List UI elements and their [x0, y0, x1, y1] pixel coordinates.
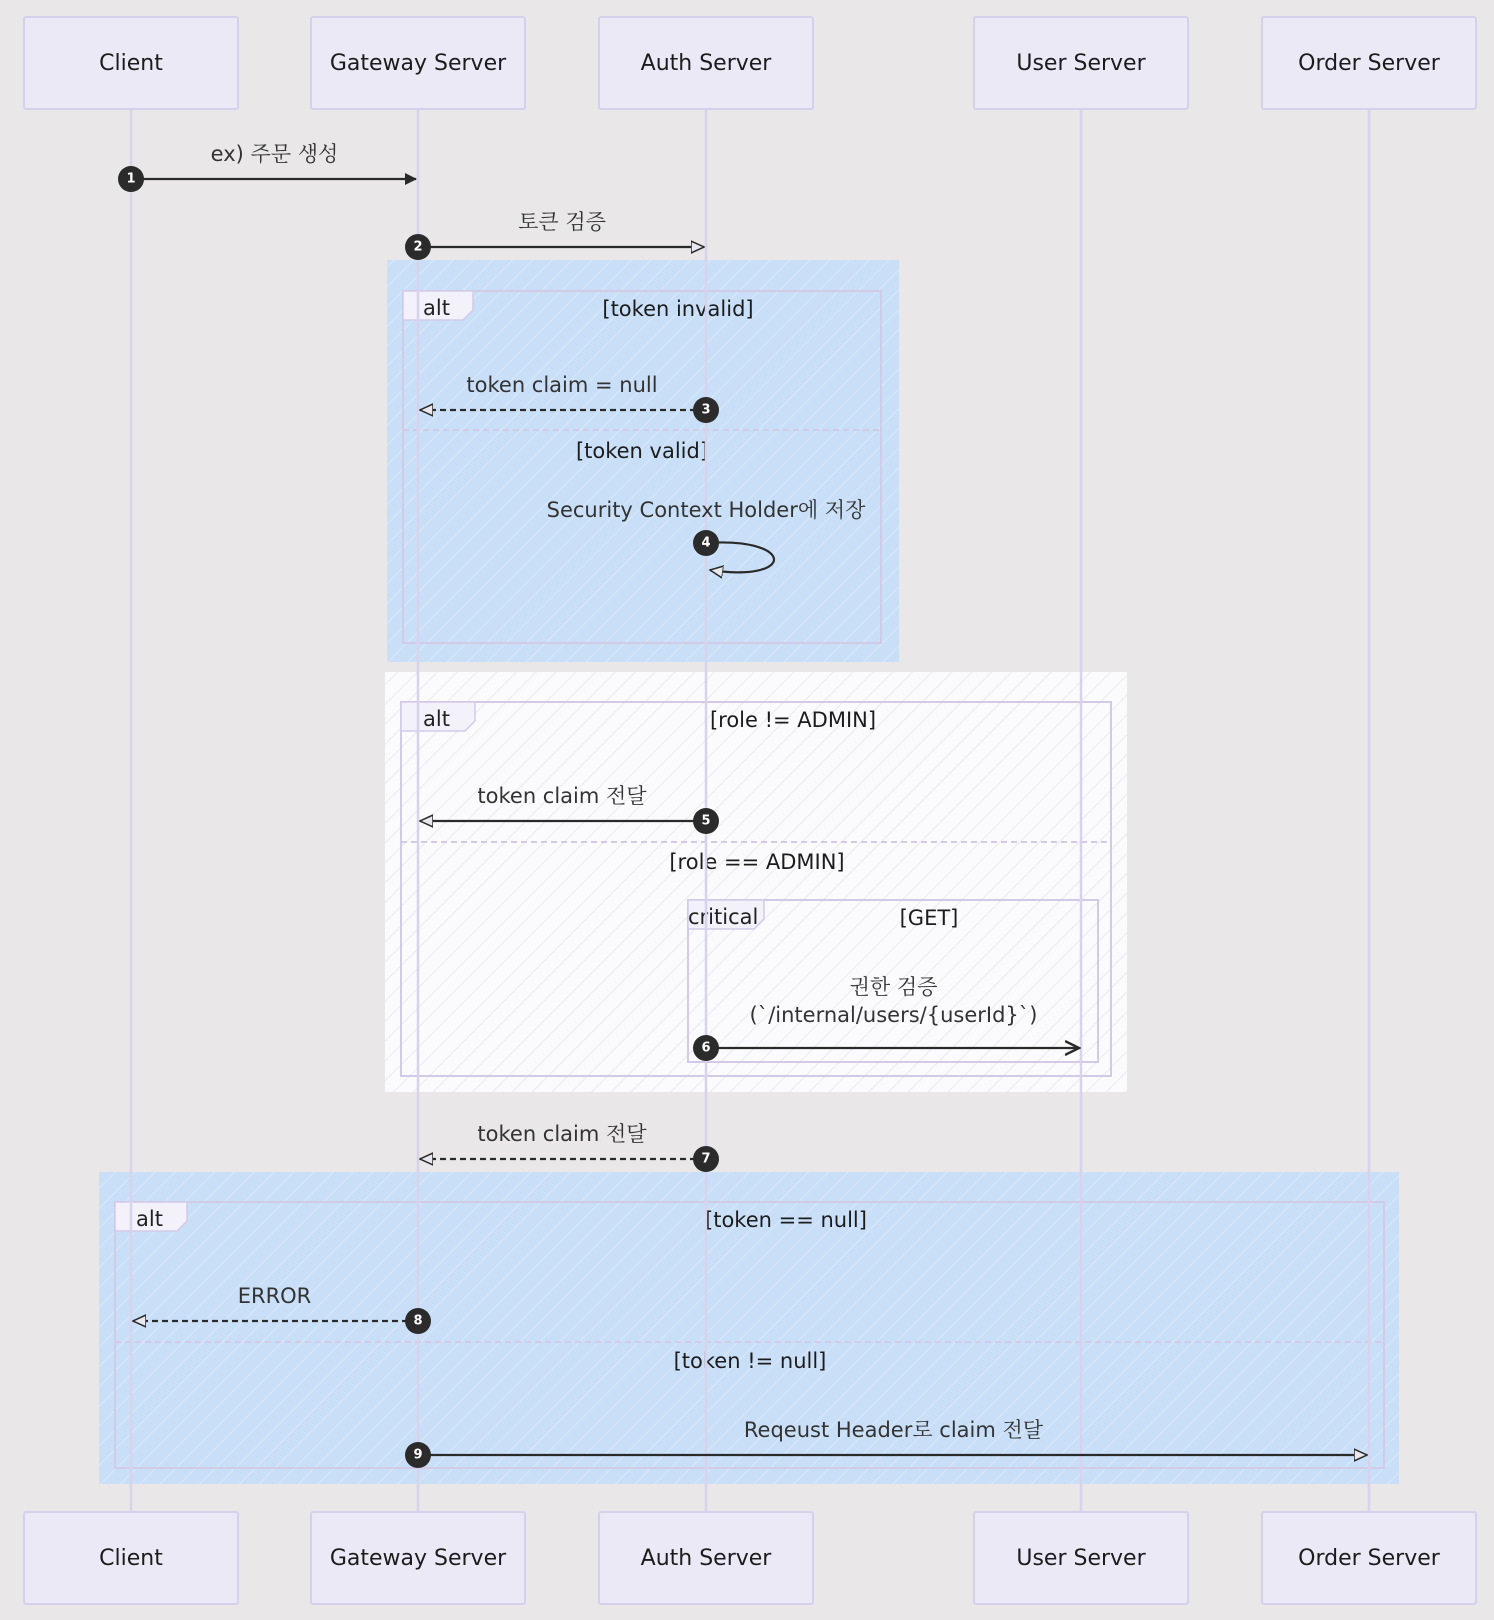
- frame-label: critical: [688, 905, 759, 929]
- frame-condition: [token != null]: [673, 1349, 827, 1373]
- participant-label: Auth Server: [640, 1546, 772, 1571]
- participant-box: [311, 1512, 525, 1604]
- sequence-number: 3: [701, 402, 711, 418]
- participant-box: [1262, 17, 1476, 109]
- sequence-number: 9: [413, 1447, 423, 1463]
- participant-label: Gateway Server: [329, 1546, 507, 1571]
- frame-condition: [role == ADMIN]: [669, 850, 845, 874]
- participant-label: Gateway Server: [329, 51, 507, 76]
- message-label: ex) 주문 생성: [210, 142, 339, 166]
- participant-label: User Server: [1016, 1546, 1146, 1571]
- sequence-number: 6: [701, 1040, 711, 1056]
- message-2: [405, 210, 704, 260]
- participant-box: [24, 17, 238, 109]
- sequence-number: 8: [413, 1313, 423, 1329]
- participant-label: Auth Server: [640, 51, 772, 76]
- frame-condition: [GET]: [899, 906, 959, 930]
- participant-box: [974, 17, 1188, 109]
- message-label: Security Context Holder에 저장: [546, 498, 866, 522]
- participant-box: [311, 17, 525, 109]
- participant-label: Client: [99, 51, 163, 76]
- sequence-number: 1: [126, 171, 136, 187]
- participant-label: Order Server: [1298, 1546, 1440, 1571]
- sequence-number: 7: [701, 1151, 711, 1167]
- frame-condition: [token == null]: [705, 1208, 867, 1232]
- frame-condition: [role != ADMIN]: [709, 708, 877, 732]
- frame-alt-token-validation: [387, 260, 899, 662]
- participant-label: User Server: [1016, 51, 1146, 76]
- message-label: token claim = null: [466, 373, 658, 397]
- participant-box: [24, 1512, 238, 1604]
- message-label: token claim 전달: [477, 784, 647, 808]
- message-label: Reqeust Header로 claim 전달: [743, 1418, 1044, 1442]
- message-label: ERROR: [237, 1284, 312, 1308]
- sequence-number: 5: [701, 813, 711, 829]
- participant-box: [599, 17, 813, 109]
- message-label: token claim 전달: [477, 1122, 647, 1146]
- frame-condition: [token valid]: [575, 439, 709, 463]
- message-label: 토큰 검증: [518, 210, 606, 234]
- message-label-line2: (`/internal/users/{userId}`): [749, 1003, 1038, 1027]
- participant-box: [599, 1512, 813, 1604]
- frame-label: alt: [136, 1207, 163, 1231]
- frame-label: alt: [423, 296, 450, 320]
- participant-label: Client: [99, 1546, 163, 1571]
- frame-label: alt: [423, 707, 450, 731]
- participant-box: [974, 1512, 1188, 1604]
- participant-label: Order Server: [1298, 51, 1440, 76]
- frame-condition: [token invalid]: [602, 297, 754, 321]
- sequence-number: 4: [701, 535, 711, 551]
- message-1: [118, 142, 416, 192]
- sequence-number: 2: [413, 239, 423, 255]
- message-7: [420, 1122, 719, 1172]
- message-label: 권한 검증: [849, 975, 938, 999]
- participant-box: [1262, 1512, 1476, 1604]
- frame-alt-role-check: [385, 672, 1127, 1092]
